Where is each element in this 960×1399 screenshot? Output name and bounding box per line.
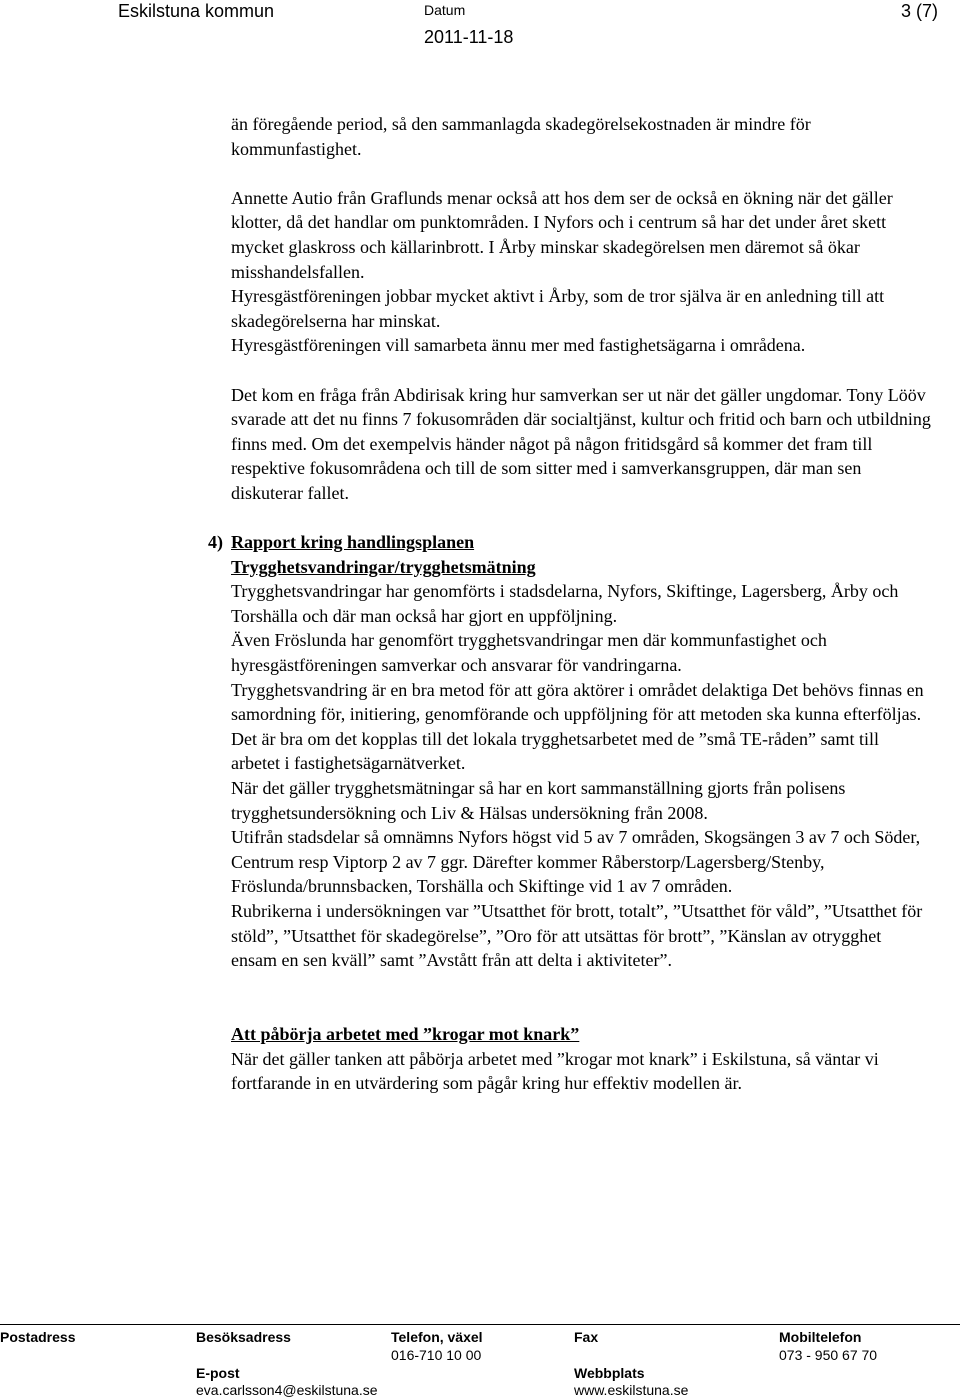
page-number: 3 (7) — [900, 1, 938, 21]
paragraph: Trygghetsvandring är en bra metod för att göra aktörer i området delaktiga Det behövs finnas en samordning för, initiering, genomförande och uppföljning för att metoden ska kunna efterföljas. Det är bra om det kopplas till det lokala trygghetsarbetet med de ”små TE-råden” samt till arbetet i fastighetsägarnätverket. — [231, 679, 924, 774]
paragraph: Utifrån stadsdelar så omnämns Nyfors högst vid 5 av 7 områden, Skogsängen 3 av 7 och Söder, Centrum resp Viptorp 2 av 7 ggr. Därefter kommer Råberstorp/Lagersberg/Stenby, Fröslunda/brunnsbacken, Torshälla och Skiftinge vid 1 av 7 områden. — [231, 827, 921, 897]
telefon-label: Telefon, växel — [391, 1329, 483, 1345]
section-heading — [208, 530, 931, 555]
organization-name: Eskilstuna kommun — [118, 1, 275, 21]
paragraph: Det kom en fråga från Abdirisak kring hur samverkan ser ut när det gäller ungdomar. Tony Lööv svarade att det nu finns 7 fokusområden där socialtjänst, kultur och fritid och barn och utbildning finns med. Om det exempelvis händer något på någon fritidsgård så kommer det fram till respektive fokusområdena och till de som sitter med i samverkansgruppen, där man sen diskuterar fallet. — [231, 384, 931, 503]
mobil-label: Mobiltelefon — [779, 1329, 862, 1345]
paragraph: än föregående period, så den sammanlagda skadegörelsekostnaden är mindre för kommunfastighet. — [231, 114, 811, 159]
postadress-label: Postadress — [0, 1329, 76, 1345]
section-number: 4) — [208, 532, 223, 553]
besoksadress-label: Besöksadress — [196, 1329, 291, 1345]
epost-value[interactable]: eva.carlsson4@eskilstuna.se — [196, 1382, 378, 1398]
paragraph: När det gäller tanken att påbörja arbetet med ”krogar mot knark” i Eskilstuna, så väntar vi fortfarande in en utvärdering som pågår kring hur effektiv modellen är. — [231, 1048, 879, 1094]
webb-label: Webbplats — [574, 1365, 645, 1381]
fax-label: Fax — [574, 1329, 599, 1345]
epost-label: E-post — [196, 1365, 240, 1381]
sub-heading: Att påbörja arbetet med ”krogar mot knark” — [231, 1023, 580, 1044]
webb-value[interactable]: www.eskilstuna.se — [574, 1382, 689, 1398]
telefon-value: 016-710 10 00 — [391, 1347, 482, 1363]
paragraph: Rubrikerna i undersökningen var ”Utsatthet för brott, totalt”, ”Utsatthet för våld”, ”Utsatthet för stöld”, ”Utsatthet för skadegörelse”, ”Oro för att utsättas för brott”, ”Känslan av otrygghet ensam en sen kväll” samt ”Avstått från att delta i aktiviteter”. — [231, 901, 923, 971]
paragraph: Även Fröslunda har genomfört trygghetsvandringar men där kommunfastighet och hyresgästföreningen samverkar och ansvarar för vandringarna. — [231, 630, 827, 676]
document-body — [208, 112, 931, 1096]
paragraph: När det gäller trygghetsmätningar så har en kort sammanställning gjorts från polisens trygghetsundersökning och Liv & Hälsas undersökning från 2008. — [231, 778, 846, 823]
date-label: Datum — [424, 2, 466, 18]
paragraph: Annette Autio från Graflunds menar också att hos dem ser de också en ökning när det gäller klotter, då det handlar om punktområden. I Nyfors och i centrum så har det under året skett mycket glaskross och källarinbrott. I Årby minskar skadegörelsen men däremot så ökar misshandelsfallen. — [231, 187, 893, 282]
page-header — [0, 0, 960, 60]
footer-divider — [0, 1324, 960, 1325]
sub-heading: Trygghetsvandringar/trygghetsmätning — [231, 556, 536, 577]
mobil-value: 073 - 950 67 70 — [779, 1347, 878, 1363]
paragraph: Trygghetsvandringar har genomförts i stadsdelarna, Nyfors, Skiftinge, Lagersberg, Årby och Torshälla och där man också har gjort en uppföljning. — [231, 581, 899, 626]
page-footer — [0, 1326, 960, 1399]
paragraph: Hyresgästföreningen vill samarbeta ännu mer med fastighetsägarna i områdena. — [231, 335, 806, 356]
document-date: 2011-11-18 — [424, 27, 514, 47]
paragraph: Hyresgästföreningen jobbar mycket aktivt i Årby, som de tror själva är en anledning till att skadegörelserna har minskat. — [231, 286, 885, 331]
section-title: Rapport kring handlingsplanen — [231, 532, 475, 553]
